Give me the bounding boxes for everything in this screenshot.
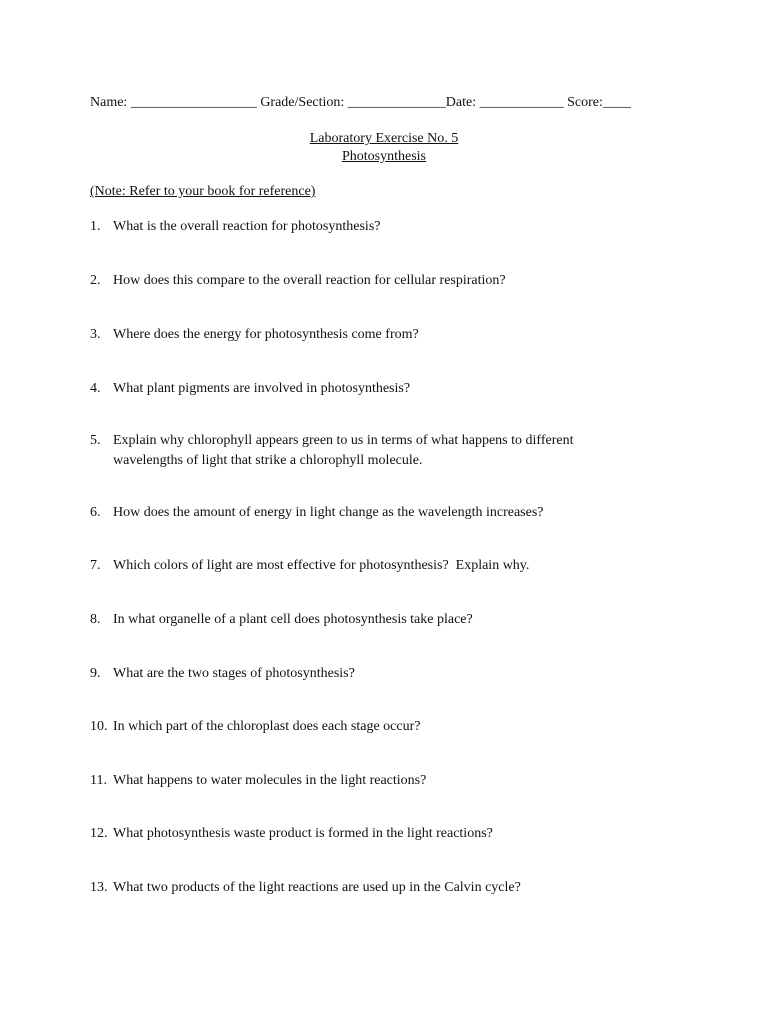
exercise-topic: Photosynthesis <box>341 149 426 164</box>
question-number: 6. <box>90 505 101 520</box>
title-block <box>0 130 768 166</box>
question-number: 2. <box>90 273 101 288</box>
question-item <box>90 431 620 471</box>
question-item <box>90 325 650 345</box>
question-number: 4. <box>90 381 101 396</box>
question-item <box>90 271 650 291</box>
question-item <box>90 717 650 737</box>
question-number: 10. <box>90 719 108 734</box>
question-text: What photosynthesis waste product is formed in the light reactions? <box>113 826 493 841</box>
question-text: In what organelle of a plant cell does photosynthesis take place? <box>113 612 473 627</box>
question-text: Which colors of light are most effective for photosynthesis? Explain why. <box>113 558 530 573</box>
question-number: 5. <box>90 433 101 448</box>
question-number: 9. <box>90 666 101 681</box>
question-text: How does this compare to the overall reaction for cellular respiration? <box>113 273 506 288</box>
question-text: Explain why chlorophyll appears green to us in terms of what happens to different wavelengths of light that strike a chlorophyll molecule. <box>113 433 574 468</box>
question-number: 3. <box>90 327 101 342</box>
question-text: What is the overall reaction for photosynthesis? <box>113 219 381 234</box>
question-item <box>90 878 650 898</box>
exercise-title: Laboratory Exercise No. 5 <box>309 131 459 146</box>
question-item <box>90 771 650 791</box>
question-number: 7. <box>90 558 101 573</box>
reference-note: (Note: Refer to your book for reference) <box>90 184 316 199</box>
question-item <box>90 556 650 576</box>
question-number: 13. <box>90 880 108 895</box>
question-text: What plant pigments are involved in photosynthesis? <box>113 381 411 396</box>
question-text: What are the two stages of photosynthesis? <box>113 666 355 681</box>
question-item <box>90 379 650 399</box>
question-text: How does the amount of energy in light change as the wavelength increases? <box>113 505 544 520</box>
question-item <box>90 824 650 844</box>
question-item <box>90 503 650 523</box>
question-number: 11. <box>90 773 107 788</box>
student-info-line: Name: __________________ Grade/Section: ______________Date: ____________ Score:____ <box>90 95 631 110</box>
question-text: In which part of the chloroplast does each stage occur? <box>113 719 421 734</box>
question-number: 1. <box>90 219 101 234</box>
question-number: 8. <box>90 612 101 627</box>
question-text: Where does the energy for photosynthesis come from? <box>113 327 419 342</box>
question-item <box>90 610 650 630</box>
question-text: What happens to water molecules in the light reactions? <box>113 773 427 788</box>
question-item <box>90 664 650 684</box>
question-text: What two products of the light reactions are used up in the Calvin cycle? <box>113 880 521 895</box>
question-number: 12. <box>90 826 108 841</box>
question-item <box>90 217 650 237</box>
